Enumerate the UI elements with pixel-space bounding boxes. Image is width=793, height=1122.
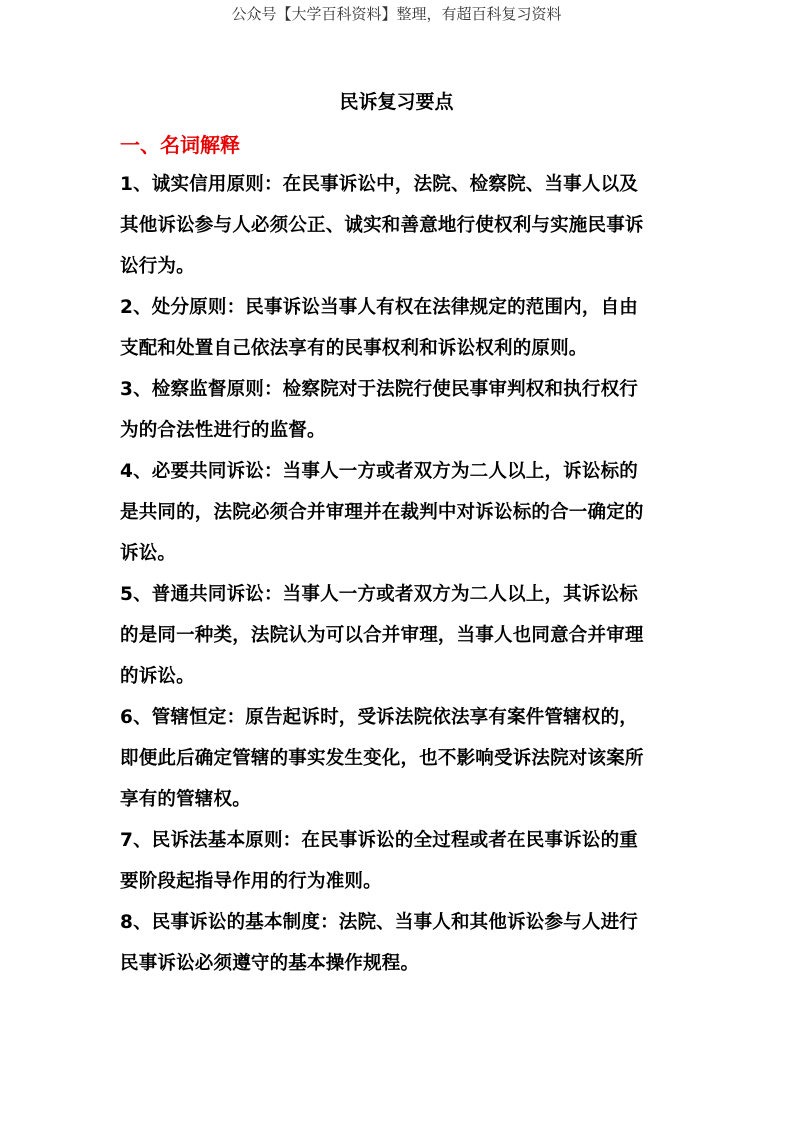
paragraph-line: 5、普通共同诉讼：当事人一方或者双方为二人以上，其诉讼标 bbox=[120, 584, 638, 605]
paragraph-line: 的诉讼。 bbox=[120, 666, 195, 687]
paragraph-line: 3、检察监督原则：检察院对于法院行使民事审判权和执行权行 bbox=[120, 379, 638, 400]
definition-paragraph bbox=[120, 902, 680, 984]
paragraph-line: 民事诉讼必须遵守的基本操作规程。 bbox=[120, 953, 420, 974]
definition-paragraph bbox=[120, 697, 680, 820]
paragraph-line: 享有的管辖权。 bbox=[120, 789, 251, 810]
paragraph-line: 4、必要共同诉讼：当事人一方或者双方为二人以上，诉讼标的 bbox=[120, 461, 638, 482]
paragraph-line: 即便此后确定管辖的事实发生变化，也不影响受诉法院对该案所 bbox=[120, 748, 644, 769]
definition-paragraph bbox=[120, 820, 680, 902]
paragraph-line: 为的合法性进行的监督。 bbox=[120, 420, 326, 441]
document-title: 民诉复习要点 bbox=[339, 91, 454, 113]
paragraph-line: 6、管辖恒定：原告起诉时，受诉法院依法享有案件管辖权的， bbox=[120, 707, 638, 728]
paragraph-line: 7、民诉法基本原则：在民事诉讼的全过程或者在民事诉讼的重 bbox=[120, 830, 638, 851]
definition-paragraph bbox=[120, 574, 680, 697]
paragraph-line: 其他诉讼参与人必须公正、诚实和善意地行使权利与实施民事诉 bbox=[120, 215, 644, 236]
definition-paragraph bbox=[120, 164, 680, 287]
paragraph-line: 要阶段起指导作用的行为准则。 bbox=[120, 871, 382, 892]
paragraph-line: 讼行为。 bbox=[120, 256, 195, 277]
document-body bbox=[120, 164, 680, 984]
paragraph-line: 的是同一种类，法院认为可以合并审理，当事人也同意合并审理 bbox=[120, 625, 644, 646]
paragraph-line: 1、诚实信用原则：在民事诉讼中，法院、检察院、当事人以及 bbox=[120, 174, 638, 195]
paragraph-line: 诉讼。 bbox=[120, 543, 177, 564]
definition-paragraph bbox=[120, 287, 680, 369]
definition-paragraph bbox=[120, 369, 680, 451]
paragraph-line: 2、处分原则：民事诉讼当事人有权在法律规定的范围内，自由 bbox=[120, 297, 638, 318]
paragraph-line: 8、民事诉讼的基本制度：法院、当事人和其他诉讼参与人进行 bbox=[120, 912, 638, 933]
paragraph-line: 是共同的，法院必须合并审理并在裁判中对诉讼标的合一确定的 bbox=[120, 502, 644, 523]
definition-paragraph bbox=[120, 451, 680, 574]
section-heading: 一、名词解释 bbox=[120, 133, 240, 157]
page-header: 公众号【大学百科资料】整理，有超百科复习资料 bbox=[231, 5, 562, 23]
paragraph-line: 支配和处置自己依法享有的民事权利和诉讼权利的原则。 bbox=[120, 338, 588, 359]
